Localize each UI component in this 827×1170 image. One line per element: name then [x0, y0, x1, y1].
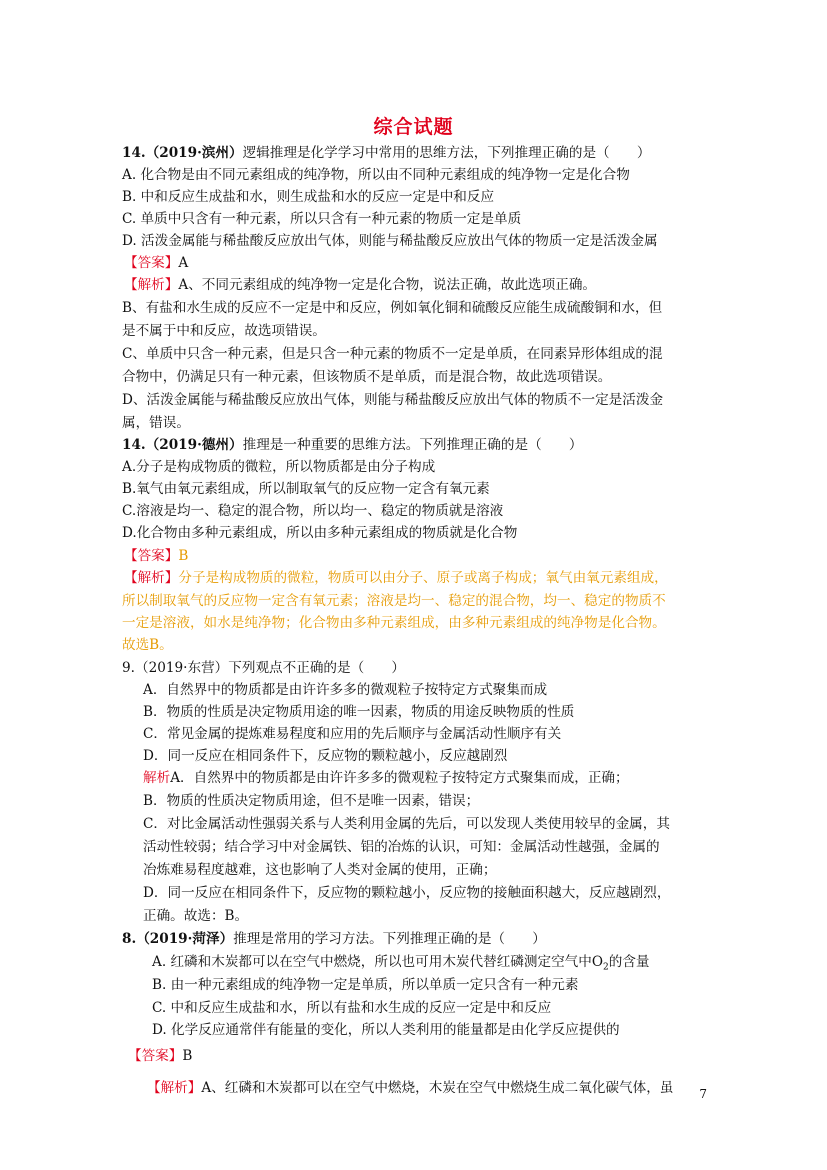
q4-option-b: B. 由一种元素组成的纯净物一定是单质，所以单质一定只含有一种元素 [152, 977, 579, 993]
q2-option-d: D.化合物由多种元素组成，所以由多种元素组成的物质就是化合物 [122, 525, 518, 541]
q4-option-c: C. 中和反应生成盐和水，所以有盐和水生成的反应一定是中和反应 [152, 1000, 552, 1016]
q1-option-a: A. 化合物是由不同元素组成的纯净物，所以由不同种元素组成的纯净物一定是化合物 [122, 167, 630, 183]
question-1-stem: 14.（2019·滨州）逻辑推理是化学学习中常用的思维方法，下列推理正确的是（ ） [122, 145, 651, 161]
q4-option-d: D. 化学反应通常伴有能量的变化，所以人类利用的能量都是由化学反应提供的 [152, 1022, 620, 1038]
q4-analysis-line-1: 【解析】A、红磷和木炭都可以在空气中燃烧，木炭在空气中燃烧生成二氧化碳气体，虽 [147, 1080, 674, 1096]
q3-analysis-line-3: C．对比金属活动性强弱关系与人类利用金属的先后，可以发现人类使用较早的金属，其 [143, 816, 670, 832]
q1-analysis-line-3: 是不属于中和反应，故选项错误。 [122, 323, 326, 339]
q1-analysis-line-7: 属，错误。 [122, 415, 190, 431]
q1-analysis-line-1: 【解析】A、不同元素组成的纯净物一定是化合物，说法正确，故此选项正确。 [124, 277, 597, 293]
q2-analysis-line-2: 所以制取氧气的反应物一定含有氧元素；溶液是均一、稳定的混合物，均一、稳定的物质不 [122, 593, 666, 609]
q2-option-b: B.氧气由氧元素组成，所以制取氧气的反应物一定含有氧元素 [122, 481, 490, 497]
q1-analysis-line-6: D、活泼金属能与稀盐酸反应放出气体，则能与稀盐酸反应放出气体的物质不一定是活泼金 [122, 392, 664, 408]
q3-option-c: C．常见金属的提炼难易程度和应用的先后顺序与金属活动性顺序有关 [143, 726, 562, 742]
q1-answer: 【答案】A [124, 255, 189, 271]
q2-analysis-line-4: 故选B。 [122, 637, 173, 653]
q4-answer: 【答案】B [128, 1048, 193, 1064]
page-title: 综合试题 [373, 116, 454, 138]
q3-analysis-line-5: 冶炼难易程度越难，这也影响了人类对金属的使用，正确； [143, 862, 497, 878]
q4-option-a: A. 红磷和木炭都可以在空气中燃烧，所以也可用木炭代替红磷测定空气中$O_2$的含量 [152, 954, 650, 973]
q3-option-a: A．自然界中的物质都是由许许多多的微观粒子按特定方式聚集而成 [143, 682, 548, 698]
q2-analysis-line-3: 一定是溶液，如水是纯净物；化合物由多种元素组成，由多种元素组成的纯净物是化合物。 [122, 615, 666, 631]
question-4-stem: 8.（2019·菏泽）推理是常用的学习方法。下列推理正确的是（ ） [122, 931, 546, 947]
q2-answer: 【答案】B [124, 548, 189, 564]
q2-option-a: A.分子是构成物质的微粒，所以物质都是由分子构成 [122, 459, 436, 475]
q3-option-b: B．物质的性质是决定物质用途的唯一因素，物质的用途反映物质的性质 [143, 704, 575, 720]
q1-analysis-line-5: 合物中，仍满足只有一种元素，但该物质不是单质，而是混合物，故此选项错误。 [122, 369, 612, 385]
q1-option-c: C. 单质中只含有一种元素，所以只含有一种元素的物质一定是单质 [122, 211, 522, 227]
question-2-stem: 14.（2019·德州）推理是一种重要的思维方法。下列推理正确的是（ ） [122, 437, 583, 453]
q1-analysis-line-4: C、单质中只含一种元素，但是只含一种元素的物质不一定是单质，在同素异形体组成的混 [122, 346, 663, 362]
q3-analysis-line-7: 正确。故选：B。 [143, 908, 249, 924]
q2-analysis-line-1: 【解析】分子是构成物质的微粒，物质可以由分子、原子或离子构成；氧气由氧元素组成， [124, 570, 668, 586]
question-3-stem: 9.（2019·东营）下列观点不正确的是（ ） [122, 660, 405, 676]
q3-option-d: D．同一反应在相同条件下，反应物的颗粒越小，反应越剧烈 [143, 748, 508, 764]
q1-option-d: D. 活泼金属能与稀盐酸反应放出气体，则能与稀盐酸反应放出气体的物质一定是活泼金属 [122, 233, 658, 249]
q1-option-b: B. 中和反应生成盐和水，则生成盐和水的反应一定是中和反应 [122, 189, 495, 205]
q3-analysis-line-1: 解析A．自然界中的物质都是由许许多多的微观粒子按特定方式聚集而成，正确； [143, 770, 629, 786]
page-number: 7 [699, 1087, 707, 1101]
q3-analysis-line-6: D．同一反应在相同条件下，反应物的颗粒越小，反应物的接触面积越大，反应越剧烈， [143, 885, 671, 901]
q1-analysis-line-2: B、有盐和水生成的反应不一定是中和反应，例如氧化铜和硫酸反应能生成硫酸铜和水，但 [122, 300, 663, 316]
q2-option-c: C.溶液是均一、稳定的混合物，所以均一、稳定的物质就是溶液 [122, 503, 504, 519]
q3-analysis-line-4: 活动性较弱；结合学习中对金属铁、铝的冶炼的认识，可知：金属活动性越强，金属的 [143, 839, 660, 855]
q3-analysis-line-2: B．物质的性质决定物质用途，但不是唯一因素，错误； [143, 793, 480, 809]
